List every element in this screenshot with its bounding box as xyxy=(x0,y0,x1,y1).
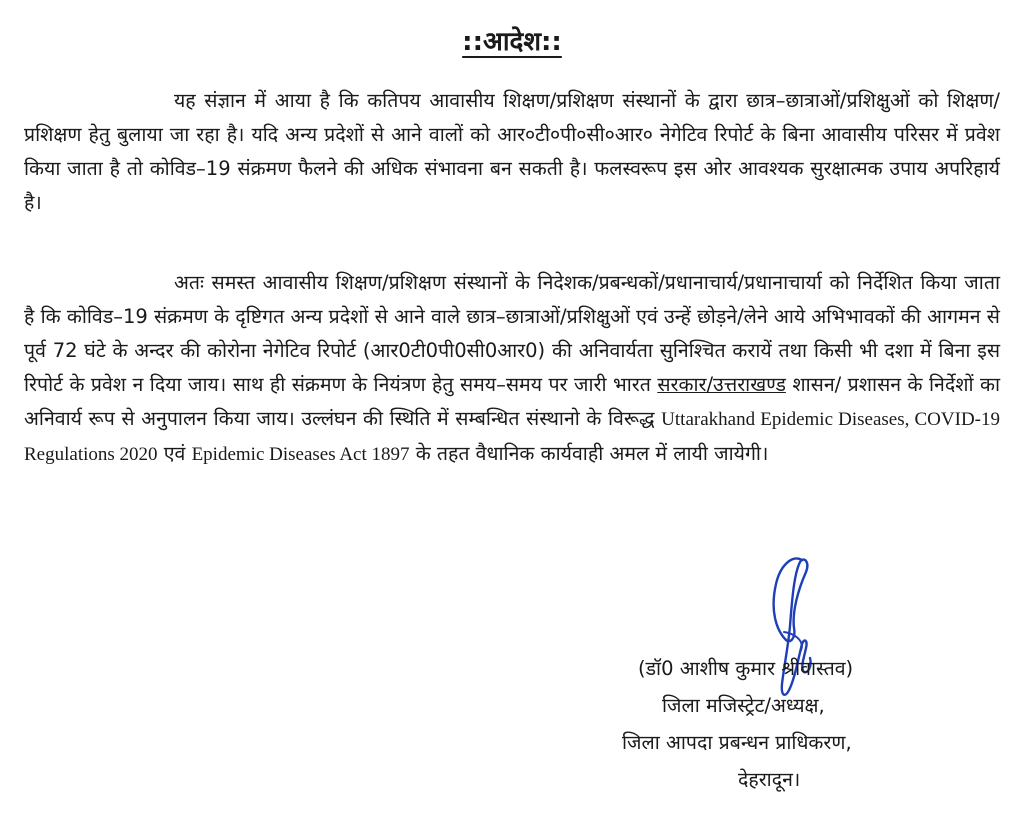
signatory-authority: जिला आपदा प्रबन्धन प्राधिकरण, xyxy=(622,731,852,754)
paragraph-context: यह संज्ञान में आया है कि कतिपय आवासीय शिक्षण/प्रशिक्षण संस्थानों के द्वारा छात्र–छात्राओं/प्रशिक्षुओं को शिक्षण/प्रशिक्षण हेतु बुलाया जा रहा है। यदि अन्य प्रदेशों से आने वालों को आर०टी०पी०सी०आर० नेगेटिव रिपोर्ट के बिना आवासीय परिसर में प्रवेश किया जाता है तो कोविड–19 संक्रमण फैलने की अधिक संभावना बन सकती है। फलस्वरूप इस ओर आवश्यक सुरक्षात्मक उपाय अपरिहार्य है। xyxy=(24,89,1000,214)
paragraph-directive xyxy=(24,266,1000,472)
directive-underlined-text: सरकार/उत्तराखण्ड xyxy=(657,373,786,396)
order-title xyxy=(0,22,1024,58)
act-name: Epidemic Diseases Act 1897 xyxy=(191,444,410,465)
regulation-name: Uttarakhand Epidemic Diseases, COVID-19 Regulations 2020 xyxy=(24,409,1000,465)
directive-text-part-2: शासन/ प्रशासन के निर्देशों का अनिवार्य रूप से अनुपालन किया जाय। उल्लंघन की स्थिति में सम्बन्धित संस्थानो के विरूद्ध xyxy=(24,373,1001,430)
order-title-text: ::आदेश:: xyxy=(462,27,562,57)
directive-text-part-1: अतः समस्त आवासीय शिक्षण/प्रशिक्षण संस्थानों के निदेशक/प्रबन्धकों/प्रधानाचार्य/प्रधानाचार्या को निर्देशित किया जाता है कि कोविड–19 संक्रमण के दृष्टिगत अन्य प्रदेशों से आने वाले छात्र–छात्राओं/प्रशिक्षुओं एवं उन्हें छोड़ने/लेने आये अभिभावकों की आगमन से पूर्व 72 घंटे के अन्दर की कोरोना नेगेटिव रिपोर्ट (आर0टी0पी0सी0आर0) की अनिवार्यता सुनिश्चित करायें तथा किसी भी दशा में बिना इस रिपोर्ट के प्रवेश न दिया जाय। साथ ही संक्रमण के नियंत्रण हेतु समय–समय पर जारी भारत xyxy=(24,271,1000,396)
signatory-name: (डॉ0 आशीष कुमार श्रीवास्तव) xyxy=(638,657,854,680)
directive-text-part-4: के तहत वैधानिक कार्यवाही अमल में लायी जायेगी। xyxy=(415,442,769,465)
directive-text-part-3: एवं xyxy=(163,442,186,465)
signatory-designation: जिला मजिस्ट्रेट/अध्यक्ष, xyxy=(662,694,825,717)
signatory-place: देहरादून। xyxy=(738,768,801,791)
signature-block xyxy=(560,650,960,798)
